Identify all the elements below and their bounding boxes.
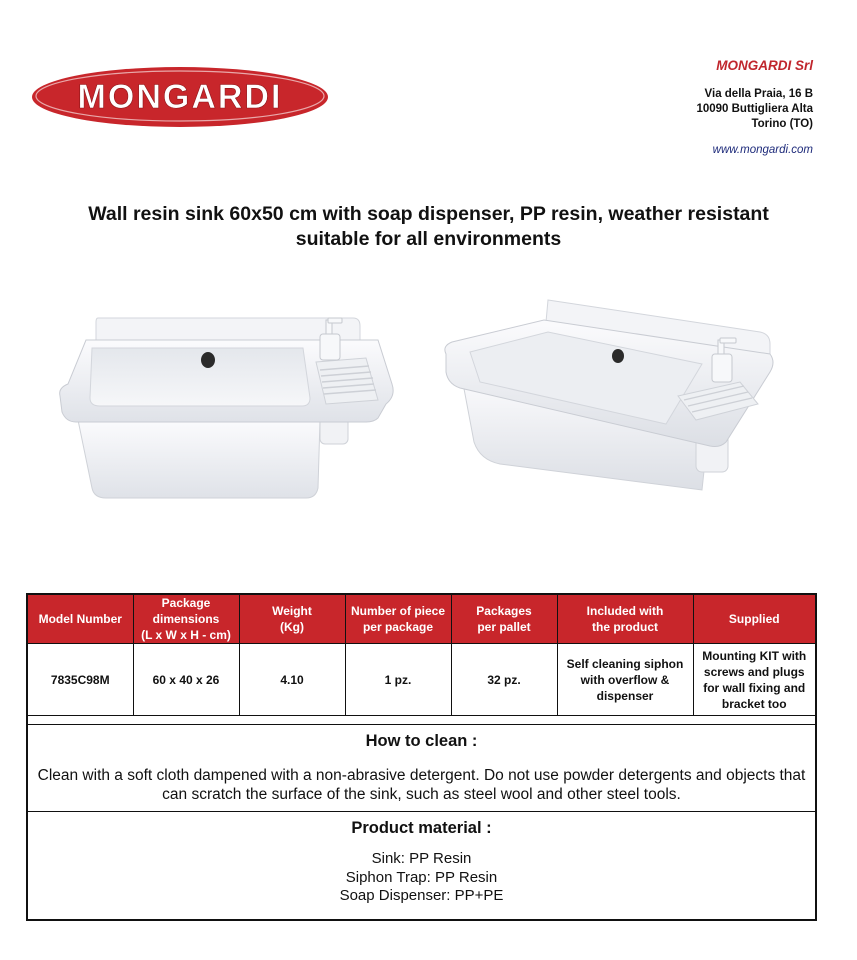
sink-front-view-image [48,300,398,505]
product-material-list [28,850,815,906]
material-sink: Sink: PP Resin [371,850,472,867]
address-line-2: 10090 Buttigliera Alta [696,103,813,115]
table-spacer-row [28,716,815,725]
product-title-line-1: Wall resin sink 60x50 cm with soap dispenser, PP resin, weather resistant [88,203,769,225]
cell-package-dimensions: 60 x 40 x 26 [133,644,239,716]
company-info [696,58,813,156]
mongardi-logo [30,62,330,132]
company-name: MONGARDI Srl [716,58,813,73]
cell-weight: 4.10 [239,644,345,716]
header-included: Included with the product [557,595,693,644]
material-dispenser: Soap Dispenser: PP+PE [339,887,504,904]
how-to-clean-text: Clean with a soft cloth dampened with a non-abrasive detergent. Do not use powder detergents and objects that can scratch the surface of the sink, such as steel wool and other steel tools. [37,767,806,803]
material-siphon: Siphon Trap: PP Resin [345,868,498,886]
address-line-3: Torino (TO) [751,118,813,130]
how-to-clean-heading: How to clean : [365,732,478,750]
cell-model-number: 7835C98M [28,644,133,716]
header-pieces-per-package: Number of piece per package [345,595,451,644]
table-row [28,644,815,716]
product-material-section [28,812,815,906]
product-material-heading: Product material : [351,819,492,837]
logo-wordmark: MONGARDI [77,78,283,116]
how-to-clean-section [28,725,815,812]
cell-pieces-per-package: 1 pz. [345,644,451,716]
cell-included: Self cleaning siphon with overflow & dispenser [557,644,693,716]
spec-table [28,595,815,716]
spec-header-row [28,595,815,644]
spec-sheet [26,593,817,921]
header-package-dimensions: Package dimensions (L x W x H - cm) [133,595,239,644]
cell-packages-per-pallet: 32 pz. [451,644,557,716]
company-website-link[interactable]: www.mongardi.com [712,144,813,156]
header-weight: Weight (Kg) [239,595,345,644]
sink-angled-view-image [440,292,780,492]
cell-supplied: Mounting KIT with screws and plugs for wall fixing and bracket too [693,644,815,716]
product-title [40,202,817,252]
header-supplied: Supplied [693,595,815,644]
header-packages-per-pallet: Packages per pallet [451,595,557,644]
address-line-1: Via della Praia, 16 B [704,88,813,100]
product-title-line-2: suitable for all environments [295,228,562,250]
company-address [696,87,813,132]
header-model-number: Model Number [28,595,133,644]
